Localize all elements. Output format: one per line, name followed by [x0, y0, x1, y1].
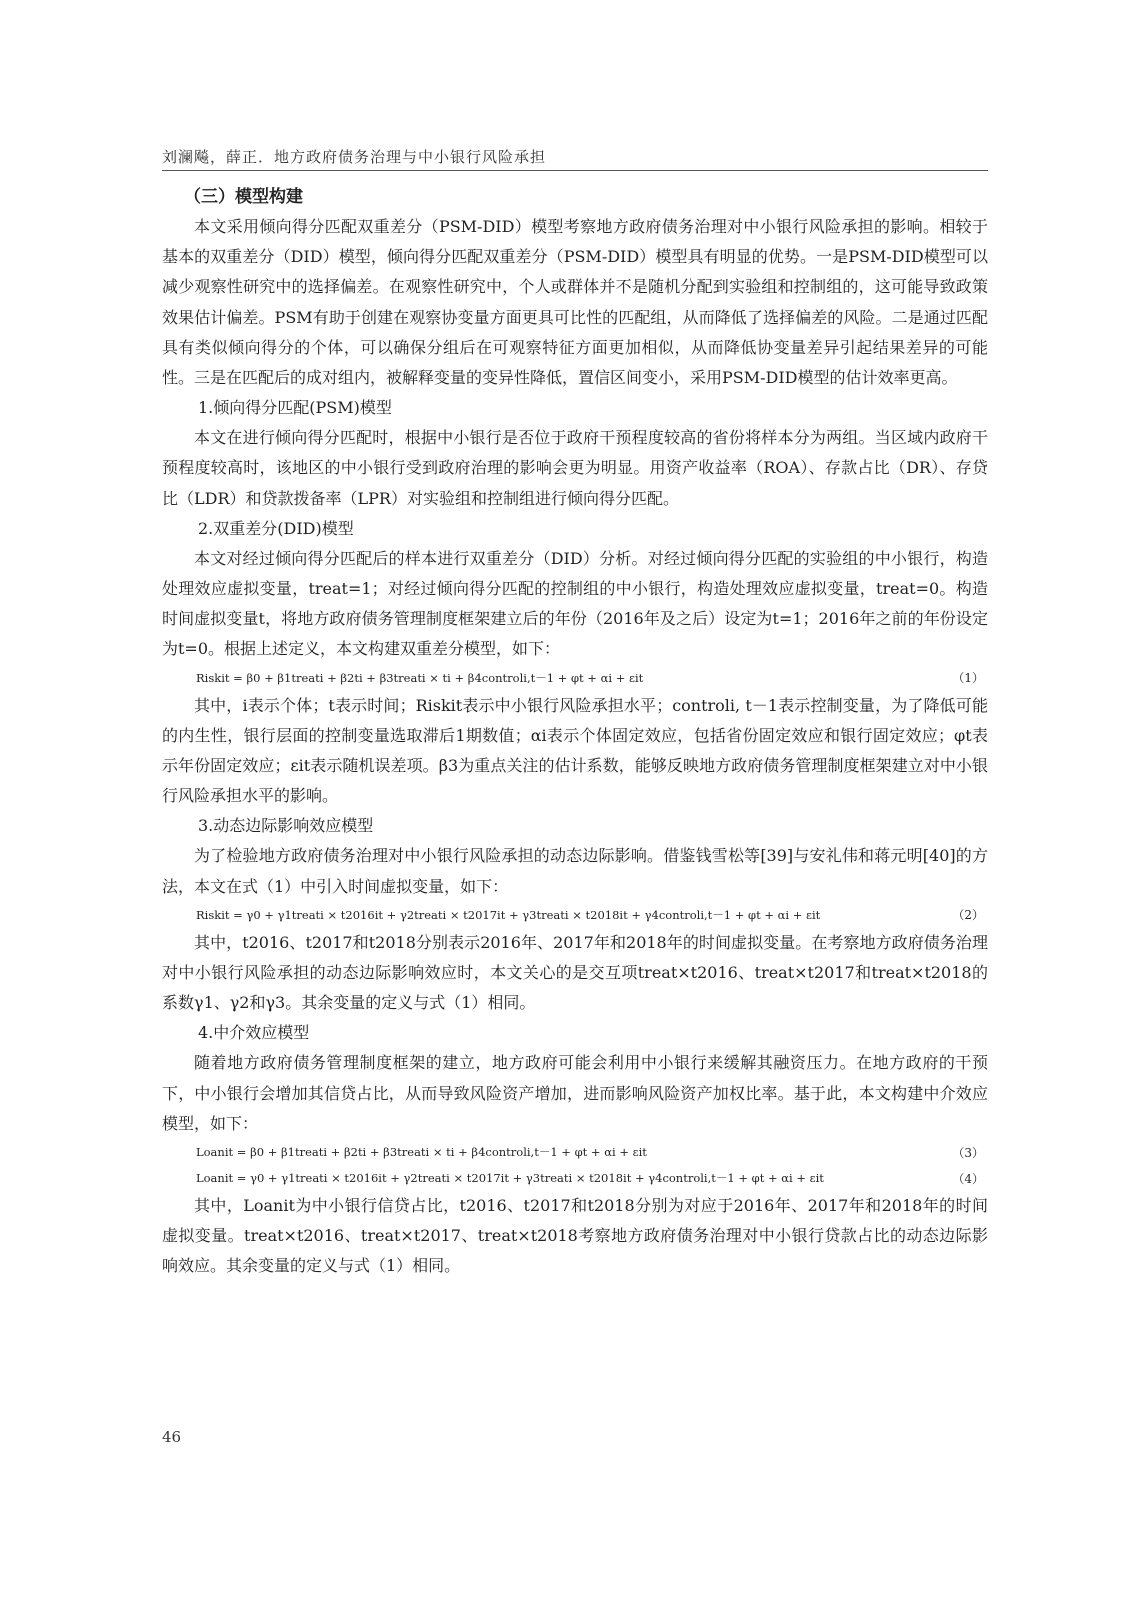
equation-4-number: （4）	[952, 1171, 984, 1186]
subsection-dynamic-heading: 3.动态边际影响效应模型	[198, 816, 374, 836]
subsection-mediation-heading: 4.中介效应模型	[198, 1023, 310, 1043]
subsection-did-heading: 2.双重差分(DID)模型	[198, 518, 354, 538]
equation-2	[162, 902, 988, 928]
equation-4	[162, 1165, 988, 1191]
equation-3	[162, 1139, 988, 1165]
page-number: 46	[162, 1428, 182, 1446]
equation-1	[162, 665, 988, 691]
paragraph-psm: 本文在进行倾向得分匹配时，根据中小银行是否位于政府干预程度较高的省份将样本分为两组。当区域内政府干预程度较高时，该地区的中小银行受到政府治理的影响会更为明显。用资产收益率（ROA）、存款占比（DR）、存贷比（LDR）和贷款拨备率（LPR）对实验组和控制组进行倾向得分匹配。	[162, 428, 988, 508]
equation-3-formula: Loanit = β0 + β1treati + β2ti + β3treati × ti + β4controli,t－1 + φt + αi + εit	[196, 1145, 647, 1160]
paragraph-eq1-explanation: 其中，i表示个体；t表示时间；Riskit表示中小银行风险承担水平；controli, t－1表示控制变量，为了降低可能的内生性，银行层面的控制变量选取滞后1期数值；αi表示个体固定效应，包括省份固定效应和银行固定效应；φt表示年份固定效应；εit表示随机误差项。β3为重点关注的估计系数，能够反映地方政府债务管理制度框架建立对中小银行风险承担水平的影响。	[162, 695, 988, 806]
equation-1-formula: Riskit = β0 + β1treati + β2ti + β3treati × ti + β4controli,t－1 + φt + αi + εit	[196, 670, 644, 685]
subsection-psm-heading: 1.倾向得分匹配(PSM)模型	[198, 398, 392, 418]
paragraph-intro: 本文采用倾向得分匹配双重差分（PSM-DID）模型考察地方政府债务治理对中小银行风险承担的影响。相较于基本的双重差分（DID）模型，倾向得分匹配双重差分（PSM-DID）模型具有明显的优势。一是PSM-DID模型可以减少观察性研究中的选择偏差。在观察性研究中，个人或群体并不是随机分配到实验组和控制组的，这可能导致政策效果估计偏差。PSM有助于创建在观察协变量方面更具可比性的匹配组，从而降低了选择偏差的风险。二是通过匹配具有类似倾向得分的个体，可以确保分组后在可观察特征方面更加相似，从而降低协变量差异引起结果差异的可能性。三是在匹配后的成对组内，被解释变量的变异性降低，置信区间变小，采用PSM-DID模型的估计效率更高。	[162, 217, 988, 388]
paragraph-mediation: 随着地方政府债务管理制度框架的建立，地方政府可能会利用中小银行来缓解其融资压力。在地方政府的干预下，中小银行会增加其信贷占比，从而导致风险资产增加，进而影响风险资产加权比率。基于此，本文构建中介效应模型，如下：	[162, 1053, 988, 1133]
section-heading: （三）模型构建	[184, 187, 303, 207]
paragraph-eq2-explanation: 其中，t2016、t2017和t2018分别表示2016年、2017年和2018年的时间虚拟变量。在考察地方政府债务治理对中小银行风险承担的动态边际影响效应时，本文关心的是交互项treat×t2016、treat×t2017和treat×t2018的系数γ1、γ2和γ3。其余变量的定义与式（1）相同。	[162, 932, 988, 1013]
paragraph-did: 本文对经过倾向得分匹配后的样本进行双重差分（DID）分析。对经过倾向得分匹配的实验组的中小银行，构造处理效应虚拟变量，treat=1；对经过倾向得分匹配的控制组的中小银行，构造处理效应虚拟变量，treat=0。构造时间虚拟变量t，将地方政府债务管理制度框架建立后的年份（2016年及之后）设定为t=1；2016年之前的年份设定为t=0。根据上述定义，本文构建双重差分模型，如下：	[162, 548, 988, 659]
equation-2-formula: Riskit = γ0 + γ1treati × t2016it + γ2treati × t2017it + γ3treati × t2018it + γ4controli,t－1 + φt + αi + εit	[196, 907, 821, 922]
header-rule	[162, 170, 988, 171]
paragraph-eq34-explanation: 其中，Loanit为中小银行信贷占比，t2016、t2017和t2018分别为对应于2016年、2017年和2018年的时间虚拟变量。treat×t2016、treat×t2017、treat×t2018考察地方政府债务治理对中小银行贷款占比的动态边际影响效应。其余变量的定义与式（1）相同。	[162, 1196, 988, 1276]
equation-3-number: （3）	[952, 1145, 984, 1160]
equation-1-number: （1）	[952, 671, 984, 686]
running-header: 刘澜飚，薛正．地方政府债务治理与中小银行风险承担	[162, 148, 547, 166]
equation-4-formula: Loanit = γ0 + γ1treati × t2016it + γ2treati × t2017it + γ3treati × t2018it + γ4controli,t－1 + φt + αi + εit	[196, 1171, 824, 1186]
paragraph-dynamic: 为了检验地方政府债务治理对中小银行风险承担的动态边际影响。借鉴钱雪松等[39]与安礼伟和蒋元明[40]的方法，本文在式（1）中引入时间虚拟变量，如下：	[162, 846, 988, 896]
article-body	[162, 182, 988, 1282]
equation-2-number: （2）	[952, 908, 984, 923]
